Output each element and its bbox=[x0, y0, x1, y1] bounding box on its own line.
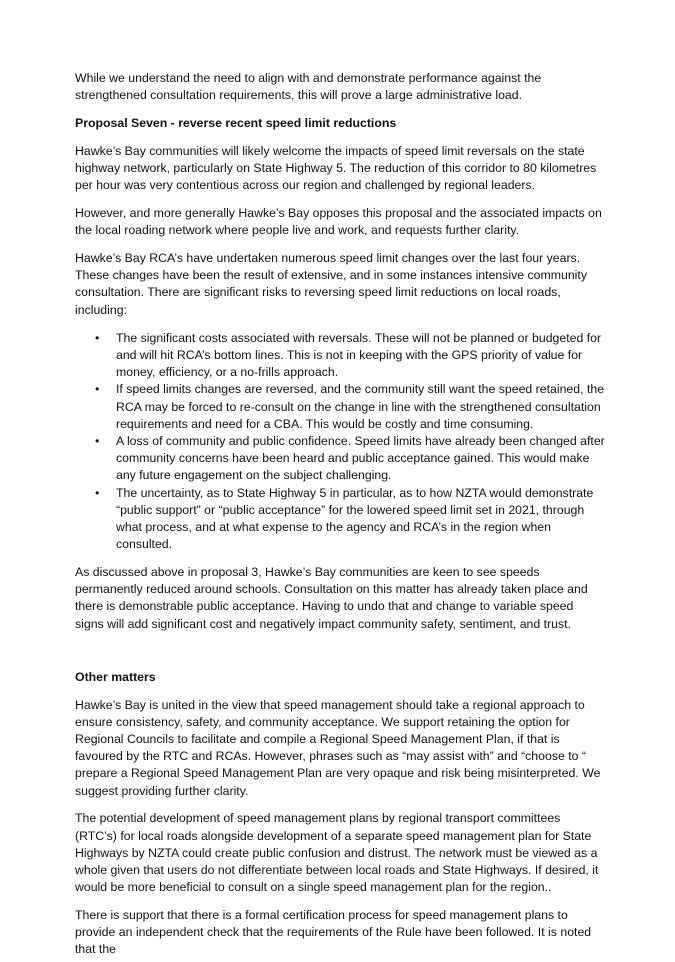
page-content bbox=[75, 70, 605, 959]
list-item-text: If speed limits changes are reversed, and the community still want the speed retained, the RCA may be forced to re-consult on the change in line with the strengthened consultation requirements and need for a CBA. This would be costly and time consuming. bbox=[116, 382, 605, 431]
list-item bbox=[75, 381, 605, 433]
risk-bullet-list bbox=[75, 330, 605, 554]
list-item bbox=[75, 433, 605, 485]
paragraph-schools: As discussed above in proposal 3, Hawke’s Bay communities are keen to see speeds permanently reduced around schools. Consultation on this matter has already taken place and there is demonstrable public acceptance. Having to undo that and change to variable speed signs will add significant cost and negatively impact community safety, sentiment, and trust. bbox=[75, 565, 588, 631]
heading-other-matters: Other matters bbox=[75, 669, 156, 684]
list-item-text: The significant costs associated with reversals. These will not be planned or budgeted for and will hit RCA’s bottom lines. This is not in keeping with the GPS priority of value for money, efficiency, or a no-frills approach. bbox=[116, 330, 602, 380]
list-item bbox=[75, 330, 605, 382]
paragraph-rtc-plans: The potential development of speed management plans by regional transport committees (RTC’s) for local roads alongside development of a separate speed management plan for State Highways by NZTA could create public confusion and distrust. The network must be viewed as a whole given that users do not differentiate between local roads and State Highways. If desired, it would be more beneficial to consult on a single speed management plan for the region.. bbox=[75, 811, 599, 895]
paragraph-admin-load: While we understand the need to align with and demonstrate performance against the strengthened consultation requirements, this will prove a large administrative load. bbox=[75, 71, 542, 103]
bullet-icon: • bbox=[95, 485, 100, 500]
list-item-text: The uncertainty, as to State Highway 5 in particular, as to how NZTA would demonstrate “public support” or “public acceptance” for the lowered speed limit set in 2021, through what process, and at what expense to the agency and RCA’s in the region when consulted. bbox=[116, 485, 594, 552]
bullet-icon: • bbox=[95, 434, 100, 449]
paragraph-rca-changes: Hawke’s Bay RCA’s have undertaken numerous speed limit changes over the last four years. These changes have been the result of extensive, and in some instances intensive community consultation. There are significant risks to reversing speed limit reductions on local roads, including: bbox=[75, 251, 587, 317]
paragraph-state-highway-5: Hawke’s Bay communities will likely welcome the impacts of speed limit reversals on the state highway network, particularly on State Highway 5. The reduction of this corridor to 80 kilometres per hour was very contentious across our region and challenged by regional leaders. bbox=[75, 143, 597, 193]
paragraph-regional-approach: Hawke’s Bay is united in the view that speed management should take a regional approach to ensure consistency, safety, and community acceptance. We support retaining the option for Regional Councils to facilitate and compile a Regional Speed Management Plan, if that is favoured by the RTC and RCAs. However, phrases such as “may assist with” and “choose to “ prepare a Regional Speed Management Plan are very opaque and risk being misinterpreted. We suggest providing further clarity. bbox=[75, 697, 601, 798]
heading-proposal-seven: Proposal Seven - reverse recent speed limit reductions bbox=[75, 116, 397, 130]
bullet-icon: • bbox=[95, 330, 100, 345]
list-item-text: A loss of community and public confidence. Speed limits have already been changed after community concerns have been heard and public acceptance gained. This would make any future engagement on the subject challenging. bbox=[116, 434, 605, 483]
paragraph-opposes-proposal: However, and more generally Hawke’s Bay opposes this proposal and the associated impacts on the local roading network where people live and work, and requests further clarity. bbox=[75, 206, 602, 238]
list-item bbox=[75, 485, 605, 554]
paragraph-certification: There is support that there is a formal certification process for speed management plans to provide an independent check that the requirements of the Rule have been followed. It is noted that the bbox=[75, 908, 592, 957]
bullet-icon: • bbox=[95, 382, 100, 397]
